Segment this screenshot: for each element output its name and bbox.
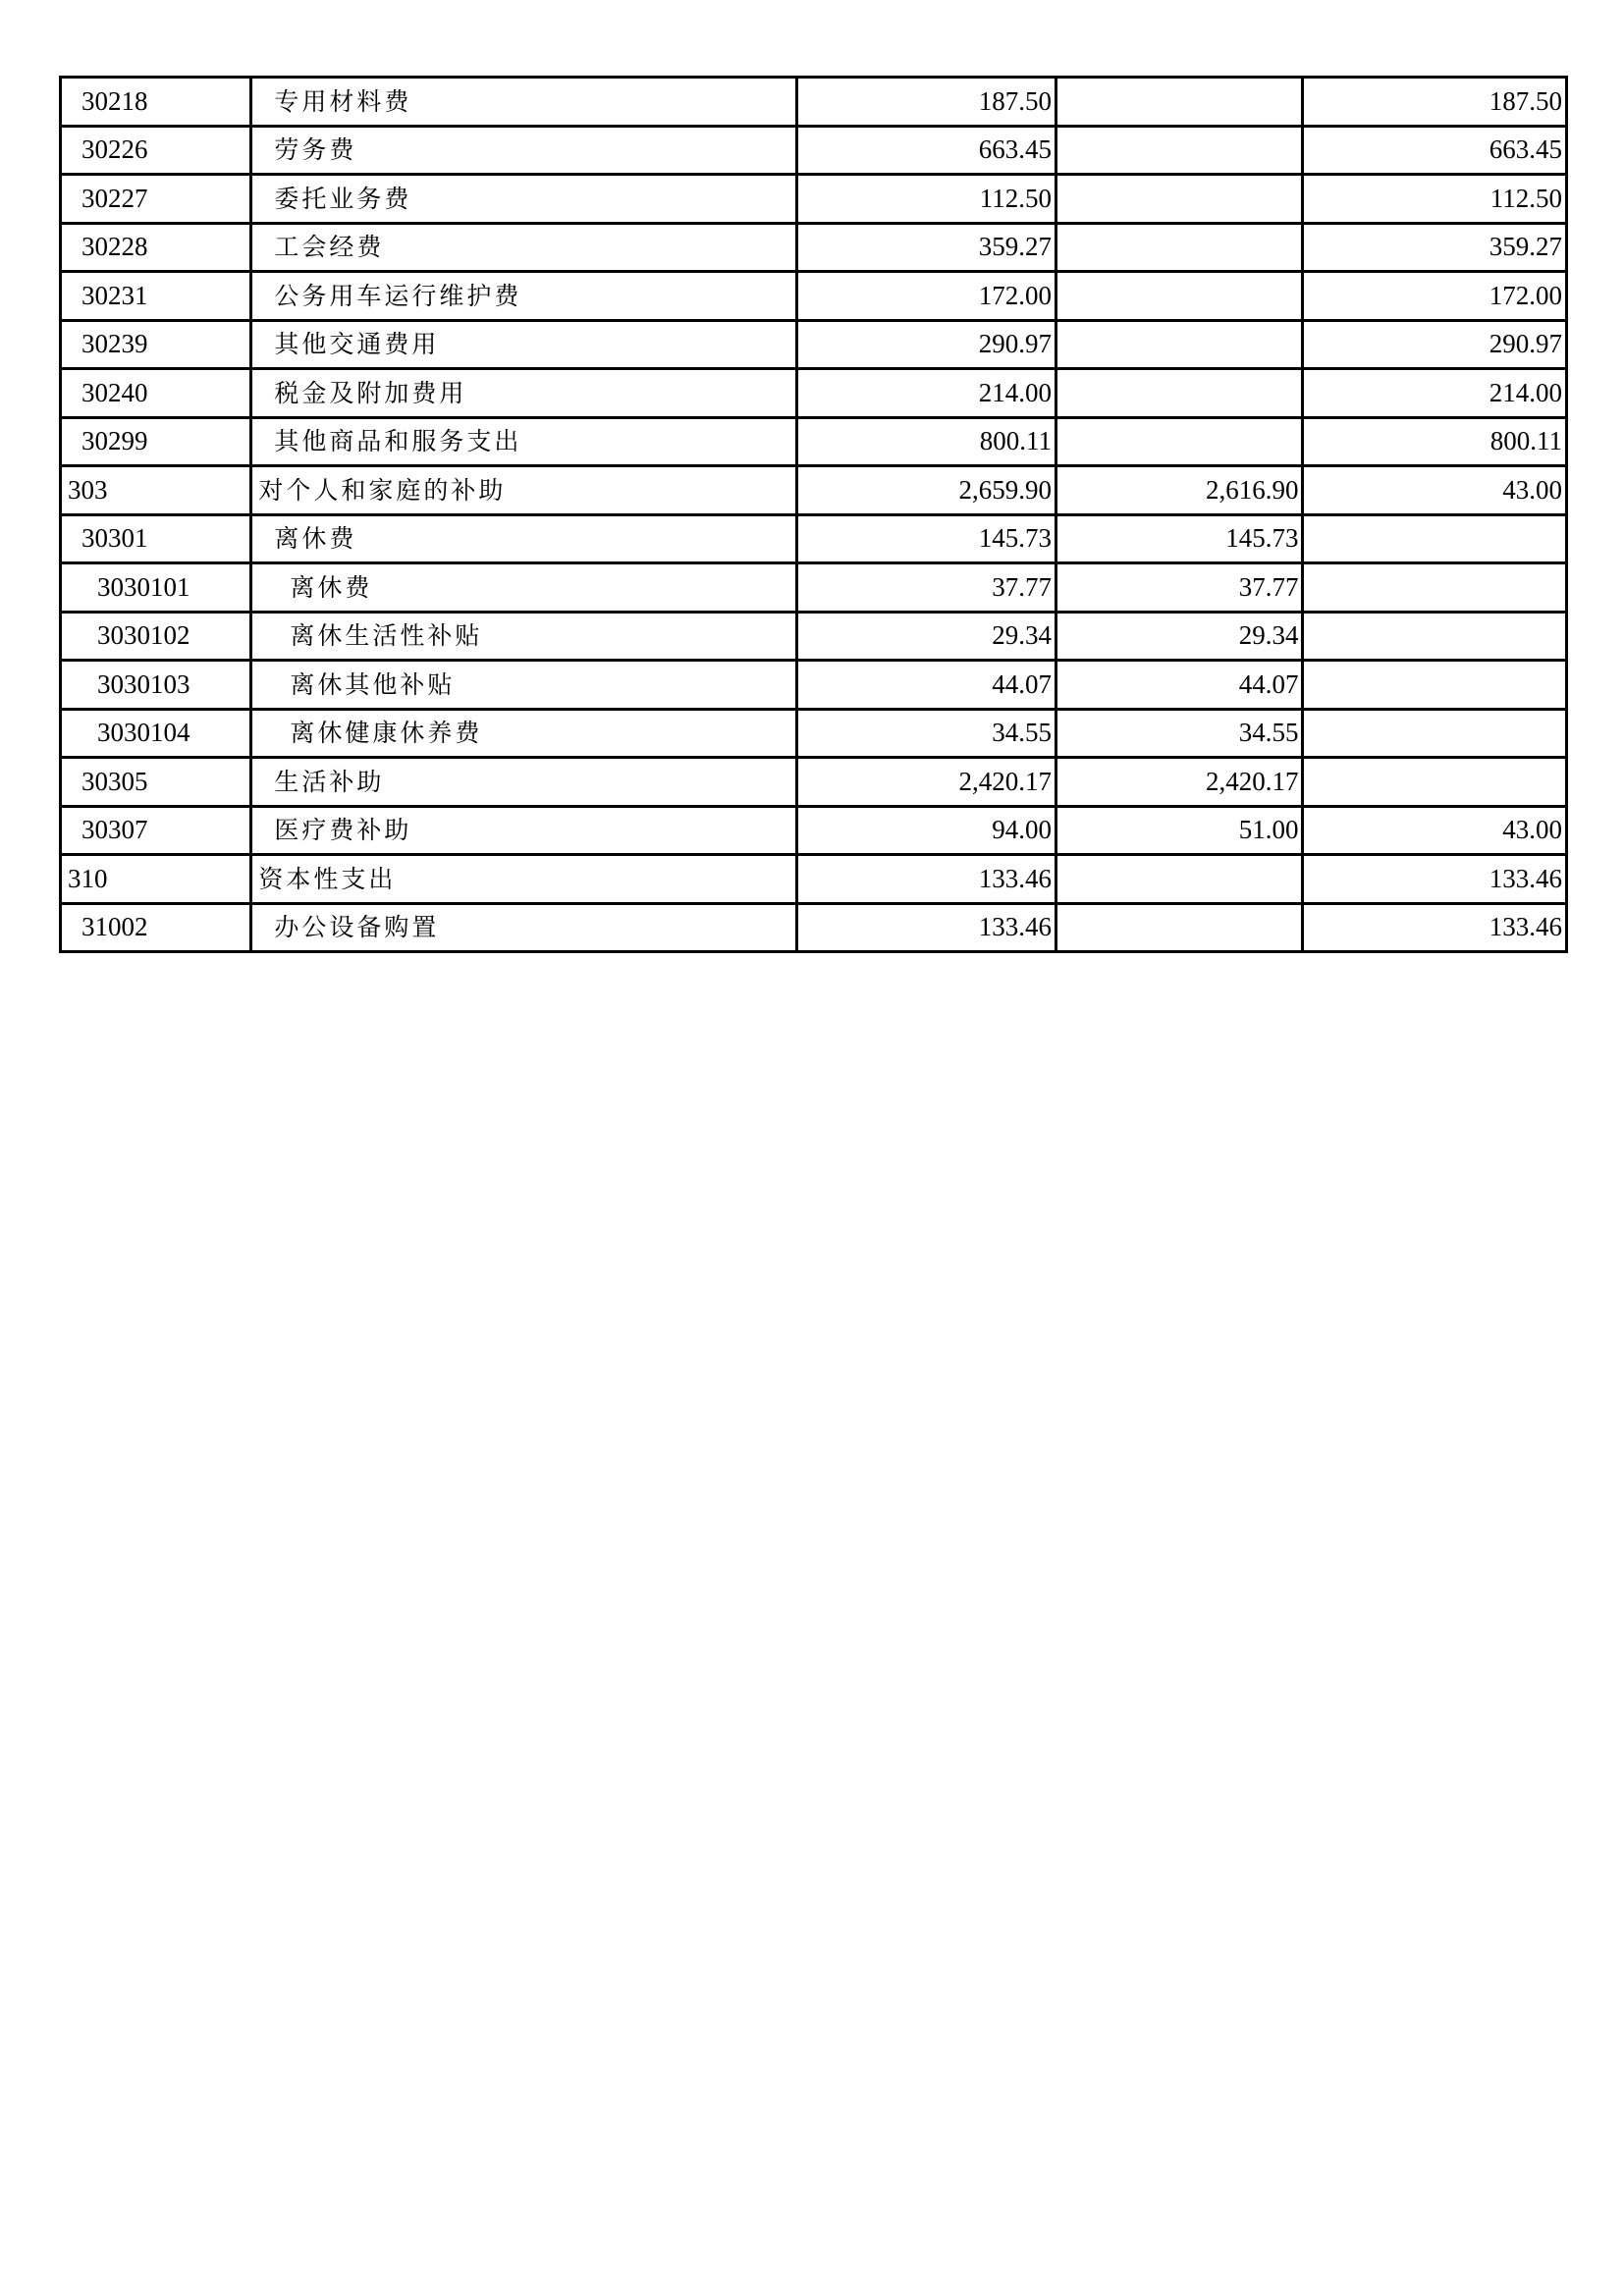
table-row <box>61 806 1567 855</box>
subject-name-cell: 离休生活性补贴 <box>251 612 797 661</box>
subject-name-cell: 办公设备购置 <box>251 903 797 952</box>
total-amount-cell: 663.45 <box>797 126 1056 175</box>
project-expenditure-cell <box>1303 661 1567 710</box>
subject-code-cell: 30218 <box>61 78 251 127</box>
table-row <box>61 223 1567 272</box>
total-amount-cell: 800.11 <box>797 417 1056 466</box>
total-amount-cell: 2,420.17 <box>797 758 1056 807</box>
table-body <box>61 78 1567 952</box>
subject-name-cell: 医疗费补助 <box>251 806 797 855</box>
subject-code-cell: 31002 <box>61 903 251 952</box>
subject-name-cell: 资本性支出 <box>251 855 797 904</box>
basic-expenditure-cell: 37.77 <box>1056 563 1302 613</box>
subject-name-cell: 离休费 <box>251 514 797 563</box>
basic-expenditure-cell: 2,420.17 <box>1056 758 1302 807</box>
subject-code-cell: 30301 <box>61 514 251 563</box>
subject-name-cell: 其他商品和服务支出 <box>251 417 797 466</box>
project-expenditure-cell: 187.50 <box>1303 78 1567 127</box>
total-amount-cell: 94.00 <box>797 806 1056 855</box>
subject-code-cell: 30231 <box>61 272 251 321</box>
subject-code-cell: 30228 <box>61 223 251 272</box>
subject-name-cell: 离休费 <box>251 563 797 613</box>
basic-expenditure-cell <box>1056 320 1302 369</box>
table-row <box>61 661 1567 710</box>
subject-name-cell: 委托业务费 <box>251 175 797 224</box>
project-expenditure-cell: 133.46 <box>1303 855 1567 904</box>
basic-expenditure-cell <box>1056 78 1302 127</box>
table-row <box>61 417 1567 466</box>
project-expenditure-cell: 172.00 <box>1303 272 1567 321</box>
basic-expenditure-cell: 2,616.90 <box>1056 466 1302 515</box>
basic-expenditure-cell <box>1056 126 1302 175</box>
project-expenditure-cell: 43.00 <box>1303 806 1567 855</box>
project-expenditure-cell <box>1303 758 1567 807</box>
table-row <box>61 126 1567 175</box>
project-expenditure-cell <box>1303 612 1567 661</box>
total-amount-cell: 187.50 <box>797 78 1056 127</box>
basic-expenditure-cell: 34.55 <box>1056 709 1302 758</box>
project-expenditure-cell <box>1303 514 1567 563</box>
subject-code-cell: 310 <box>61 855 251 904</box>
subject-name-cell: 公务用车运行维护费 <box>251 272 797 321</box>
subject-code-cell: 30239 <box>61 320 251 369</box>
subject-code-cell: 30240 <box>61 369 251 418</box>
total-amount-cell: 172.00 <box>797 272 1056 321</box>
table-row <box>61 272 1567 321</box>
total-amount-cell: 145.73 <box>797 514 1056 563</box>
subject-name-cell: 对个人和家庭的补助 <box>251 466 797 515</box>
project-expenditure-cell: 359.27 <box>1303 223 1567 272</box>
table-row <box>61 320 1567 369</box>
subject-code-cell: 30226 <box>61 126 251 175</box>
subject-code-cell: 30307 <box>61 806 251 855</box>
table-row <box>61 758 1567 807</box>
subject-name-cell: 工会经费 <box>251 223 797 272</box>
total-amount-cell: 112.50 <box>797 175 1056 224</box>
subject-code-cell: 3030101 <box>61 563 251 613</box>
subject-name-cell: 专用材料费 <box>251 78 797 127</box>
table-row <box>61 369 1567 418</box>
table-row <box>61 709 1567 758</box>
project-expenditure-cell: 43.00 <box>1303 466 1567 515</box>
subject-name-cell: 税金及附加费用 <box>251 369 797 418</box>
subject-name-cell: 离休健康休养费 <box>251 709 797 758</box>
subject-code-cell: 30227 <box>61 175 251 224</box>
subject-code-cell: 3030102 <box>61 612 251 661</box>
project-expenditure-cell <box>1303 709 1567 758</box>
project-expenditure-cell: 112.50 <box>1303 175 1567 224</box>
total-amount-cell: 44.07 <box>797 661 1056 710</box>
subject-code-cell: 30305 <box>61 758 251 807</box>
subject-name-cell: 离休其他补贴 <box>251 661 797 710</box>
basic-expenditure-cell: 145.73 <box>1056 514 1302 563</box>
table-row <box>61 855 1567 904</box>
basic-expenditure-cell <box>1056 369 1302 418</box>
basic-expenditure-cell: 44.07 <box>1056 661 1302 710</box>
subject-name-cell: 劳务费 <box>251 126 797 175</box>
project-expenditure-cell: 133.46 <box>1303 903 1567 952</box>
expenditure-table <box>59 76 1568 953</box>
total-amount-cell: 359.27 <box>797 223 1056 272</box>
project-expenditure-cell: 663.45 <box>1303 126 1567 175</box>
total-amount-cell: 29.34 <box>797 612 1056 661</box>
subject-code-cell: 303 <box>61 466 251 515</box>
table-row <box>61 903 1567 952</box>
project-expenditure-cell: 290.97 <box>1303 320 1567 369</box>
basic-expenditure-cell <box>1056 272 1302 321</box>
table-row <box>61 612 1567 661</box>
project-expenditure-cell: 800.11 <box>1303 417 1567 466</box>
total-amount-cell: 290.97 <box>797 320 1056 369</box>
subject-code-cell: 30299 <box>61 417 251 466</box>
total-amount-cell: 133.46 <box>797 903 1056 952</box>
total-amount-cell: 2,659.90 <box>797 466 1056 515</box>
basic-expenditure-cell <box>1056 223 1302 272</box>
total-amount-cell: 214.00 <box>797 369 1056 418</box>
subject-name-cell: 其他交通费用 <box>251 320 797 369</box>
subject-code-cell: 3030104 <box>61 709 251 758</box>
project-expenditure-cell: 214.00 <box>1303 369 1567 418</box>
basic-expenditure-cell <box>1056 417 1302 466</box>
table-row <box>61 78 1567 127</box>
project-expenditure-cell <box>1303 563 1567 613</box>
basic-expenditure-cell: 51.00 <box>1056 806 1302 855</box>
basic-expenditure-cell: 29.34 <box>1056 612 1302 661</box>
basic-expenditure-cell <box>1056 175 1302 224</box>
total-amount-cell: 34.55 <box>797 709 1056 758</box>
subject-code-cell: 3030103 <box>61 661 251 710</box>
subject-name-cell: 生活补助 <box>251 758 797 807</box>
total-amount-cell: 37.77 <box>797 563 1056 613</box>
basic-expenditure-cell <box>1056 855 1302 904</box>
table-row <box>61 466 1567 515</box>
table-row <box>61 563 1567 613</box>
table-row <box>61 514 1567 563</box>
total-amount-cell: 133.46 <box>797 855 1056 904</box>
table-row <box>61 175 1567 224</box>
basic-expenditure-cell <box>1056 903 1302 952</box>
